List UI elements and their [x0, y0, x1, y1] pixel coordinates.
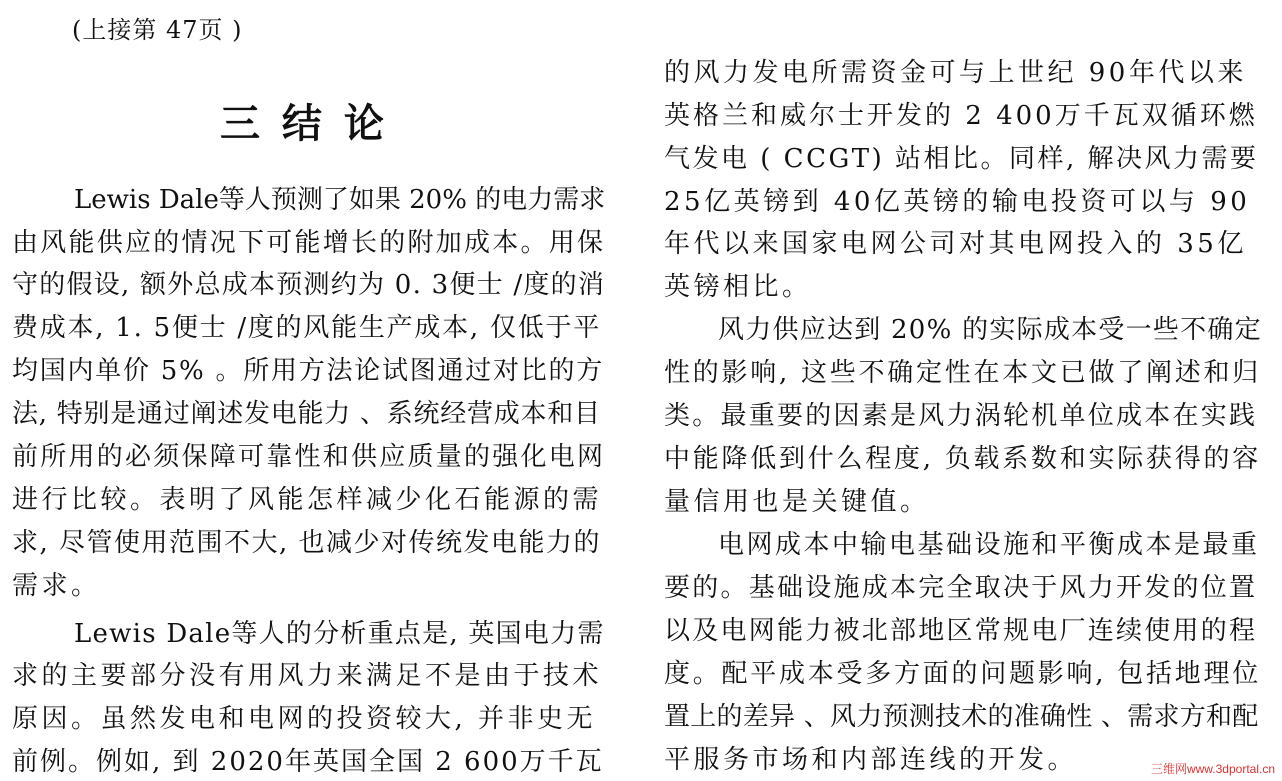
- left-line-5: 均国内单价 5% 。所用方法论试图通过对比的方: [12, 356, 605, 386]
- continued-from-note: (上接第 47页 ): [72, 16, 243, 44]
- right-line-6: 英镑相比。: [664, 272, 812, 302]
- right-line-2: 英格兰和威尔士开发的 2 400万千瓦双循环燃: [664, 101, 1258, 131]
- right-line-14: 以及电网能力被北部地区常规电厂连续使用的程: [664, 616, 1258, 646]
- right-line-16: 置上的差异 、风力预测技术的准确性 、需求方和配: [664, 702, 1259, 732]
- left-line-12: 求的主要部分没有用风力来满足不是由于技术: [12, 661, 603, 691]
- right-line-5: 年代以来国家电网公司对其电网投入的 35亿: [664, 229, 1247, 259]
- right-line-17: 平服务市场和内部连线的开发。: [664, 745, 1078, 775]
- left-line-11: Lewis Dale等人的分析重点是, 英国电力需: [74, 619, 605, 649]
- left-line-6: 法, 特别是通过阐述发电能力 、系统经营成本和目: [12, 399, 601, 429]
- right-line-11: 量信用也是关键值。: [664, 487, 930, 517]
- left-line-2: 由风能供应的情况下可能增长的附加成本。用保: [12, 228, 606, 258]
- left-line-8: 进行比较。表明了风能怎样减少化石能源的需: [12, 485, 603, 515]
- right-line-8: 性的影响, 这些不确定性在本文已做了阐述和归: [664, 358, 1262, 388]
- right-line-13: 要的。基础设施成本完全取决于风力开发的位置: [664, 573, 1258, 603]
- left-line-3: 守的假设, 额外总成本预测约为 0. 3便士 /度的消: [12, 270, 606, 300]
- right-line-15: 度。配平成本受多方面的问题影响, 包括地理位: [664, 659, 1262, 689]
- right-line-12: 电网成本中输电基础设施和平衡成本是最重: [718, 530, 1260, 560]
- right-line-3: 气发电 ( CCGT) 站相比。同样, 解决风力需要: [664, 144, 1259, 174]
- site-watermark: 三维网www.3dportal.cn: [1148, 760, 1278, 777]
- left-line-9: 求, 尽管使用范围不大, 也减少对传统发电能力的: [12, 528, 602, 558]
- left-line-7: 前所用的必须保障可靠性和供应质量的强化电网: [12, 442, 606, 472]
- right-line-7: 风力供应达到 20% 的实际成本受一些不确定: [718, 315, 1262, 345]
- right-line-10: 中能降低到什么程度, 负载系数和实际获得的容: [664, 444, 1262, 474]
- right-line-4: 25亿英镑到 40亿英镑的输电投资可以与 90: [664, 187, 1251, 217]
- left-line-13: 原因。虽然发电和电网的投资较大, 并非史无: [12, 704, 597, 734]
- right-line-9: 类。最重要的因素是风力涡轮机单位成本在实践: [664, 401, 1258, 431]
- left-line-1: Lewis Dale等人预测了如果 20% 的电力需求: [74, 185, 606, 215]
- right-line-1: 的风力发电所需资金可与上世纪 90年代以来: [664, 58, 1247, 88]
- section-heading: 三 结 论: [220, 101, 388, 147]
- left-line-10: 需求。: [12, 571, 101, 601]
- left-line-4: 费成本, 1. 5便士 /度的风能生产成本, 仅低于平: [12, 313, 601, 343]
- left-line-14: 前例。例如, 到 2020年英国全国 2 600万千瓦: [12, 747, 604, 777]
